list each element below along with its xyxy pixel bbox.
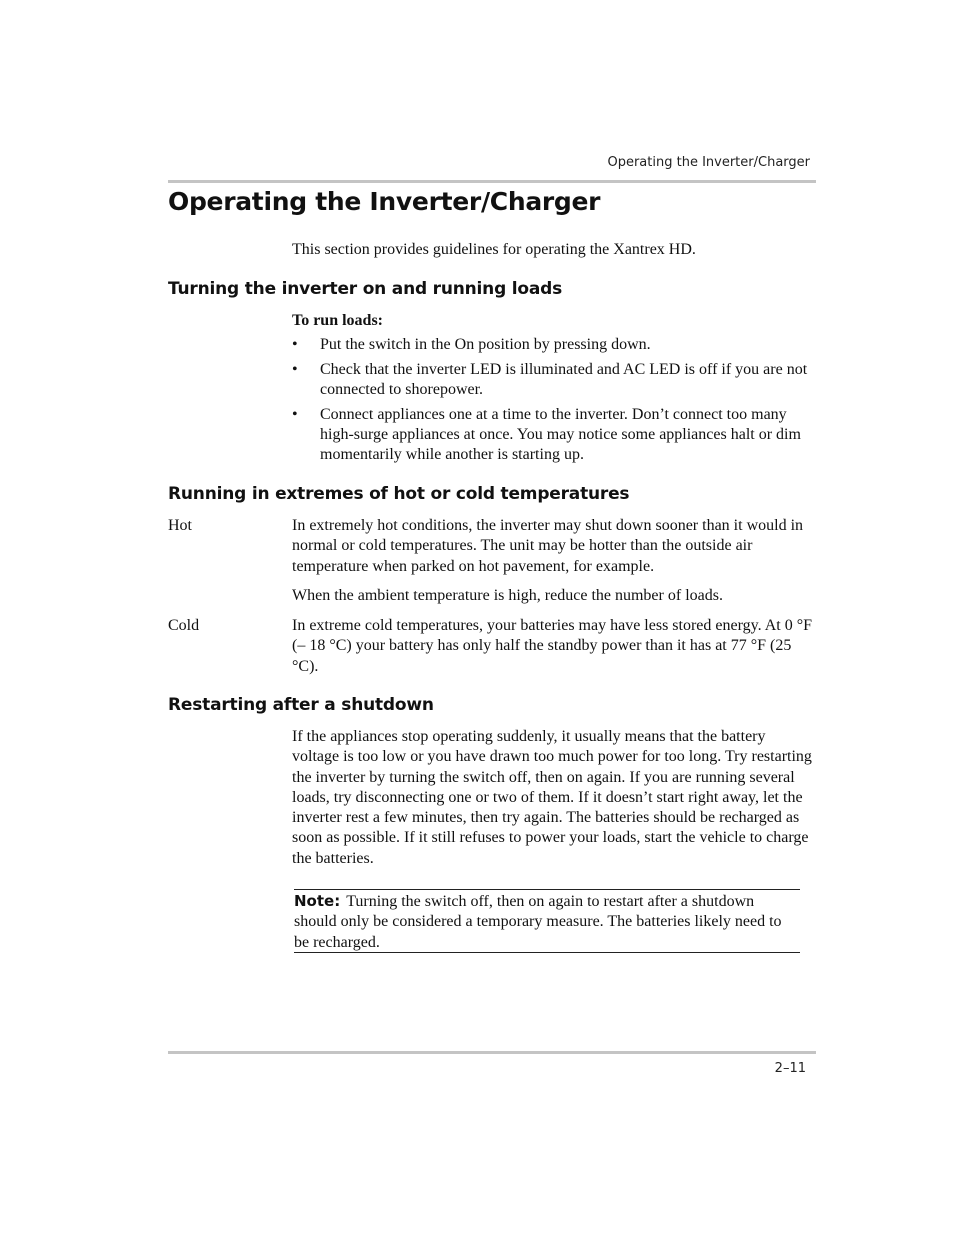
bullet-text: Put the switch in the On position by pressing down. <box>320 336 651 353</box>
page-title: Operating the Inverter/Charger <box>168 187 601 216</box>
procedure-label: To run loads: <box>292 312 383 329</box>
note-text-block <box>294 891 794 953</box>
note-body: Turning the switch off, then on again to restart after a shutdown should only be considered a temporary measure. The batteries likely need to be recharged. <box>294 893 782 951</box>
list-item <box>292 335 816 355</box>
page-number: 2–11 <box>774 1061 806 1076</box>
note-box <box>294 889 800 953</box>
hot-description: In extremely hot conditions, the inverter may shut down sooner than it would in normal or cold temperatures. The unit may be hotter than the outside air temperature when parked on hot pavement, for example. <box>292 517 804 575</box>
list-item <box>292 405 816 466</box>
section-heading-temperatures: Running in extremes of hot or cold temperatures <box>168 484 630 504</box>
restart-paragraph: If the appliances stop operating suddenly, it usually means that the battery voltage is too low or you have drawn too much power for too long. Try restarting the inverter by turning the switch off, then on again. If you are running several loads, try disconnecting one or two of them. If it doesn’t start right away, let the inverter rest a few minutes, then try again. The batteries should be recharged as soon as possible. If it still refuses to power your loads, start the vehicle to charge the batteries. <box>292 728 812 867</box>
section-heading-restarting: Restarting after a shutdown <box>168 695 434 715</box>
footer-rule <box>168 1051 816 1054</box>
bullet-icon: • <box>292 405 298 423</box>
header-rule <box>168 180 816 183</box>
bullet-list <box>292 335 816 470</box>
term-cold: Cold <box>168 617 200 634</box>
bullet-icon: • <box>292 336 298 353</box>
bullet-text: Connect appliances one at a time to the inverter. Don’t connect too many high-surge appliances at once. You may notice some appliances halt or dim momentarily while another is starting up. <box>320 405 801 464</box>
section-heading-running-loads: Turning the inverter on and running loads <box>168 279 563 299</box>
running-header: Operating the Inverter/Charger <box>607 155 810 170</box>
bullet-text: Check that the inverter LED is illuminated and AC LED is off if you are not connected to shorepower. <box>320 360 808 399</box>
term-hot: Hot <box>168 517 192 534</box>
hot-advice: When the ambient temperature is high, reduce the number of loads. <box>292 587 723 604</box>
note-label: Note: <box>294 892 341 910</box>
cold-description: In extreme cold temperatures, your batteries may have less stored energy. At 0 °F (– 18 °C) your battery has only half the standby power than it has at 77 °F (25 °C). <box>292 617 813 675</box>
intro-paragraph: This section provides guidelines for operating the Xantrex HD. <box>292 241 696 258</box>
list-item <box>292 360 816 401</box>
bullet-icon: • <box>292 360 298 378</box>
